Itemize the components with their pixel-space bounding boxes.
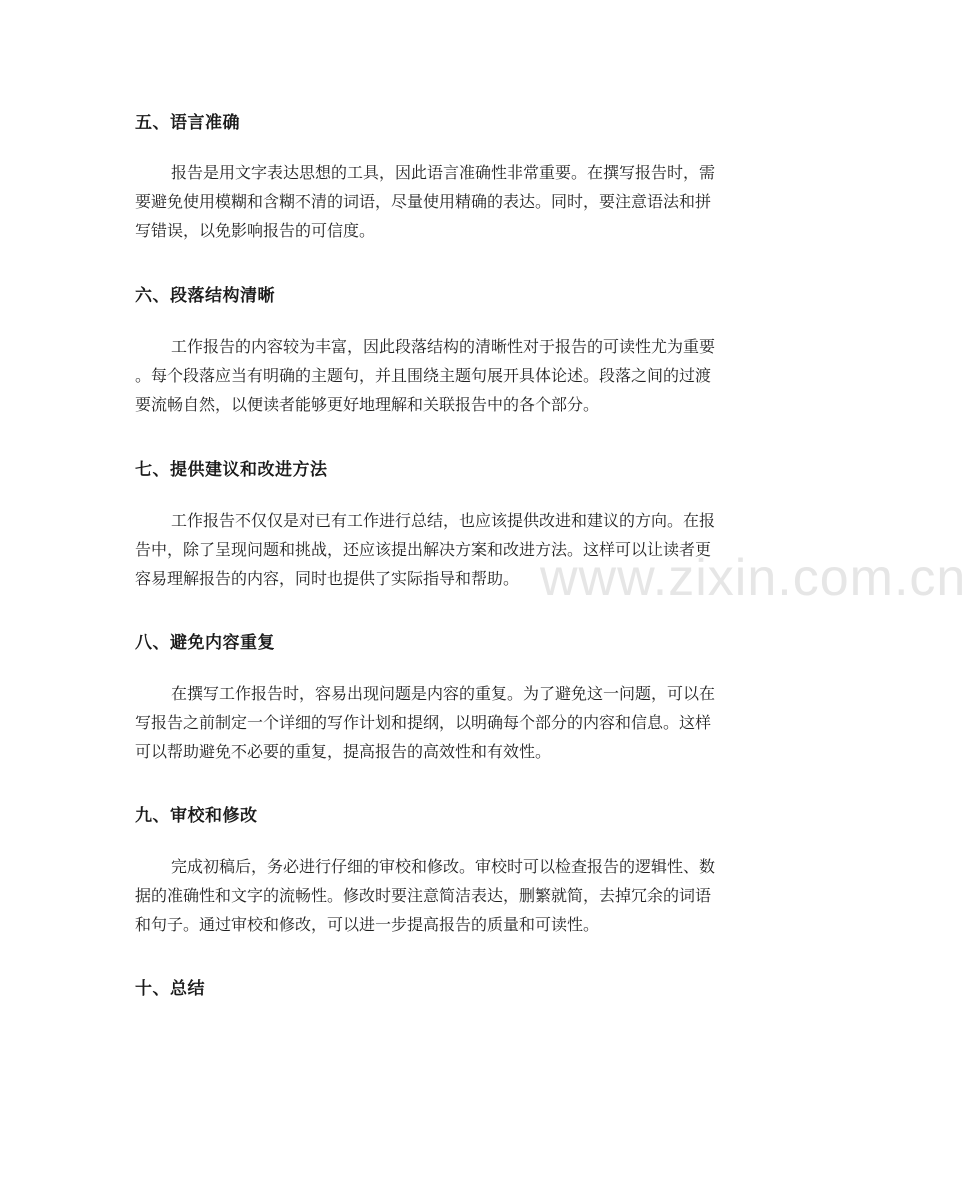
paragraph-line: 。每个段落应当有明确的主题句，并且围绕主题句展开具体论述。段落之间的过渡 <box>135 366 712 385</box>
paragraph-line: 容易理解报告的内容，同时也提供了实际指导和帮助。 <box>135 569 520 588</box>
watermark: www.zixin.com.cn <box>540 549 966 607</box>
paragraph-line: 完成初稿后，务必进行仔细的审校和修改。审校时可以检查报告的逻辑性、数 <box>171 857 716 876</box>
paragraph-line: 工作报告的内容较为丰富，因此段落结构的清晰性对于报告的可读性尤为重要 <box>171 337 716 356</box>
section-heading-6: 六、段落结构清晰 <box>135 286 275 306</box>
paragraph-line: 报告是用文字表达思想的工具，因此语言准确性非常重要。在撰写报告时，需 <box>171 163 716 182</box>
section-paragraph-6 <box>135 332 715 419</box>
paragraph-line: 要避免使用模糊和含糊不清的词语，尽量使用精确的表达。同时，要注意语法和拼 <box>135 192 712 211</box>
section-paragraph-8 <box>135 679 715 766</box>
paragraph-line: 告中，除了呈现问题和挑战，还应该提出解决方案和改进方法。这样可以让读者更 <box>135 540 712 559</box>
section-heading-10: 十、总结 <box>135 979 205 999</box>
section-heading-7: 七、提供建议和改进方法 <box>135 460 328 480</box>
paragraph-line: 工作报告不仅仅是对已有工作进行总结，也应该提供改进和建议的方向。在报 <box>171 511 716 530</box>
paragraph-line: 据的准确性和文字的流畅性。修改时要注意简洁表达，删繁就简，去掉冗余的词语 <box>135 886 712 905</box>
section-paragraph-7 <box>135 506 715 593</box>
paragraph-line: 和句子。通过审校和修改，可以进一步提高报告的质量和可读性。 <box>135 915 600 934</box>
section-heading-8: 八、避免内容重复 <box>135 633 275 653</box>
section-heading-9: 九、审校和修改 <box>135 806 258 826</box>
paragraph-line: 写错误，以免影响报告的可信度。 <box>135 221 376 240</box>
paragraph-line: 写报告之前制定一个详细的写作计划和提纲，以明确每个部分的内容和信息。这样 <box>135 713 712 732</box>
section-paragraph-5 <box>135 158 715 245</box>
section-paragraph-9 <box>135 852 715 939</box>
paragraph-line: 在撰写工作报告时，容易出现问题是内容的重复。为了避免这一问题，可以在 <box>171 684 716 703</box>
section-heading-5: 五、语言准确 <box>135 113 240 133</box>
paragraph-line: 要流畅自然，以便读者能够更好地理解和关联报告中的各个部分。 <box>135 395 600 414</box>
paragraph-line: 可以帮助避免不必要的重复，提高报告的高效性和有效性。 <box>135 742 552 761</box>
